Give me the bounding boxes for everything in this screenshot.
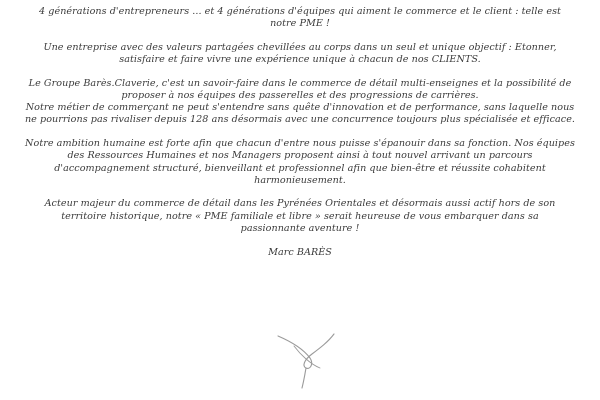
text-line: Acteur majeur du commerce de détail dans les Pyrénées Orientales et désormais aussi actif hors de son [44,198,556,210]
text-line: passionnante aventure ! [240,222,360,234]
signature-stroke [302,368,306,388]
text-line: d'accompagnement structuré, bienveillant et professionnel afin que bien-être et réussite cohabitent [54,162,546,174]
text-line: Une entreprise avec des valeurs partagées chevillées au corps dans un seul et unique objectif : Etonner, [43,41,557,53]
text-line: ne pourrions pas rivaliser depuis 128 ans désormais avec une concurrence toujours plus spécialisée et efficace. [24,114,576,126]
text-line: territoire historique, notre « PME familiale et libre » serait heureuse de vous embarquer dans sa [61,210,539,222]
text-line: notre PME ! [270,18,330,30]
text-line: 4 générations d'entrepreneurs ... et 4 générations d'équipes qui aiment le commerce et le client : telle est [39,6,561,17]
signature-stroke [278,334,334,368]
paragraph-group [18,78,582,127]
text-line: Notre métier de commerçant ne peut s'entendre sans quête d'innovation et de performance, sans laquelle nous [25,102,575,114]
signature-stroke [294,346,320,368]
signer-name: Marc BARÈS [268,246,332,258]
text-line: des Ressources Humaines et nos Managers proposent ainsi à tout nouvel arrivant un parcours [67,150,533,162]
text-line: harmonieusement. [254,174,346,186]
paragraph-generations [18,6,582,30]
paragraph-ambition [18,138,582,187]
letter-body [18,6,582,259]
text-line: Le Groupe Barès.Claverie, c'est un savoir-faire dans le commerce de détail multi-enseignes et la possibilité de [28,77,572,89]
handwritten-signature [270,324,340,394]
paragraph-actor [18,198,582,235]
text-line: satisfaire et faire vivre une expérience unique à chacun de nos CLIENTS. [119,54,481,66]
text-line: proposer à nos équipes des passerelles et des progressions de carrières. [121,90,479,102]
text-line: Notre ambition humaine est forte afin que chacun d'entre nous puisse s'épanouir dans sa fonction. Nos équipes [25,138,575,150]
paragraph-values [18,42,582,66]
